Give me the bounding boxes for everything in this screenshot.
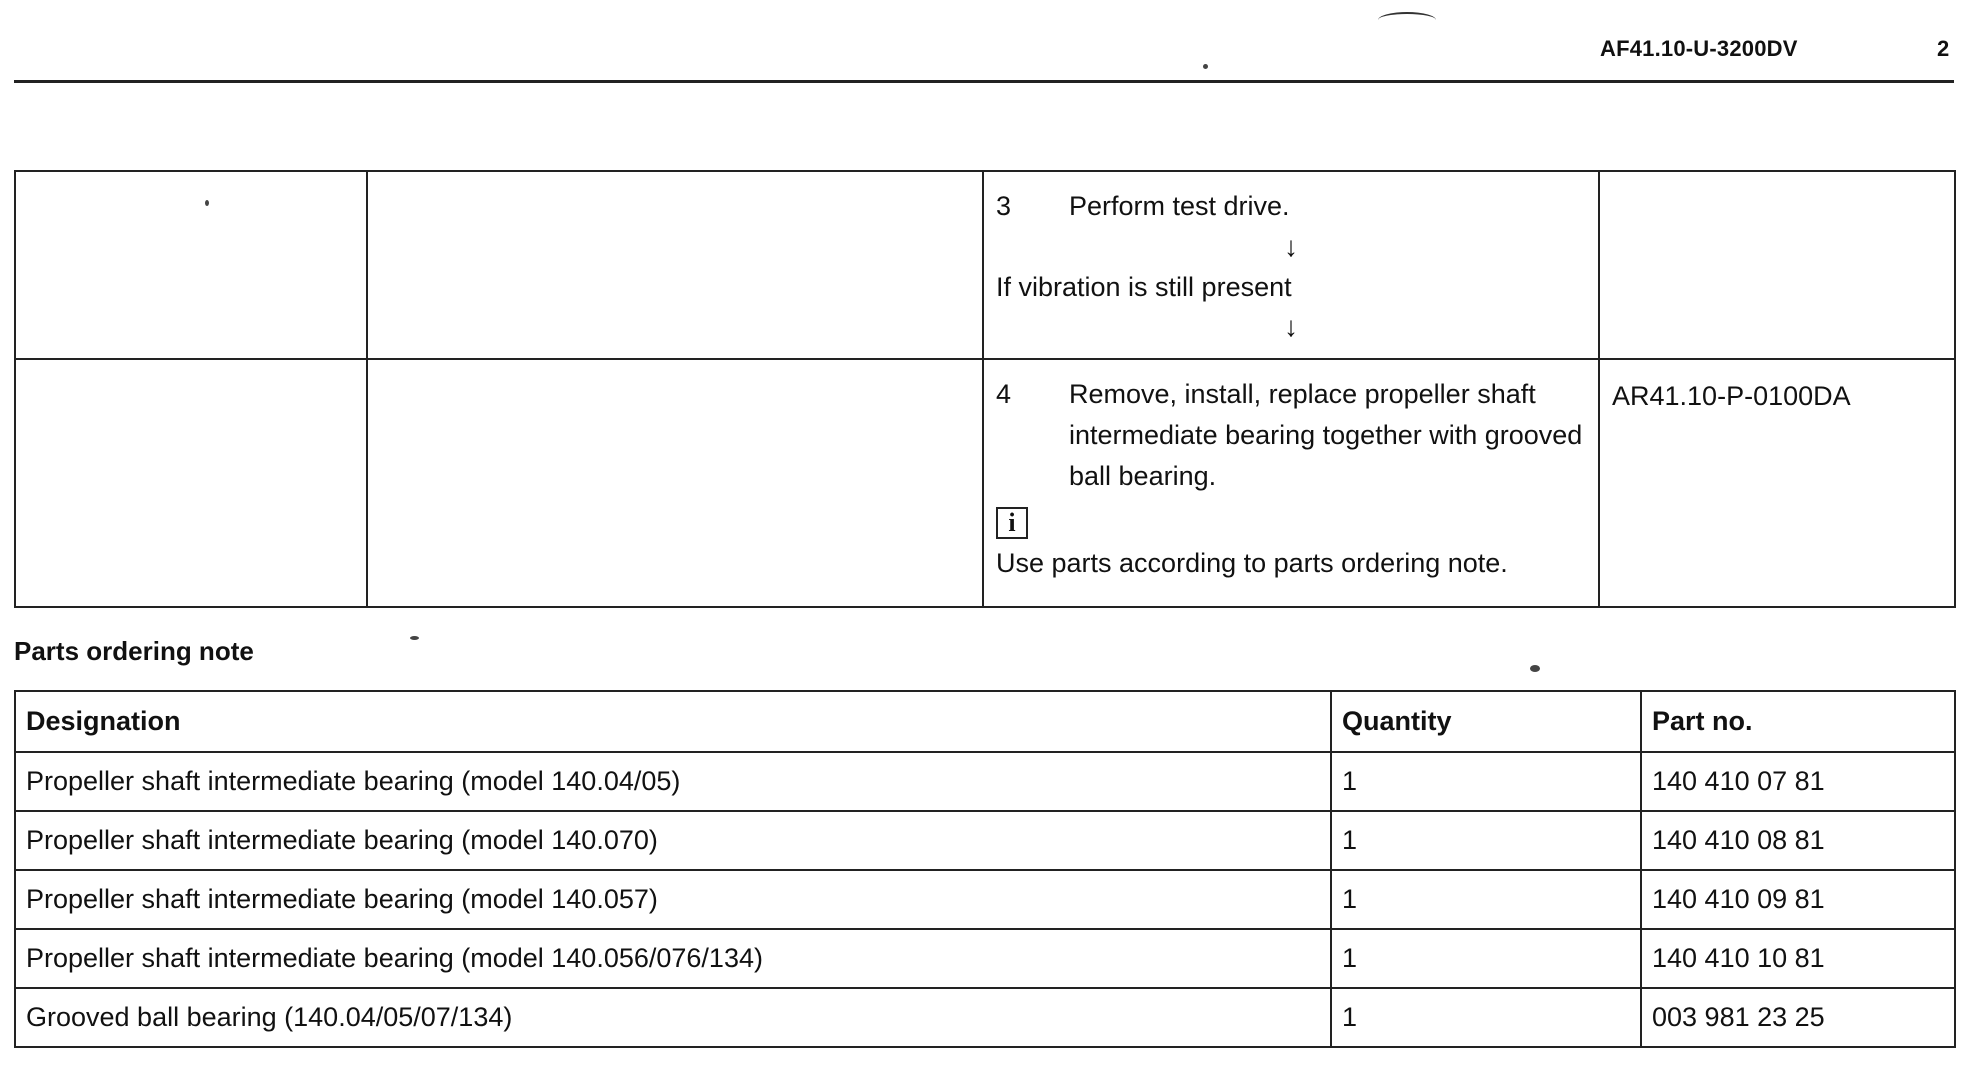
step-number: 3 bbox=[996, 191, 1012, 221]
quantity-cell: 1 bbox=[1331, 988, 1641, 1047]
step-number: 4 bbox=[996, 379, 1012, 409]
designation-cell: Propeller shaft intermediate bearing (model 140.057) bbox=[15, 870, 1331, 929]
reference-cell bbox=[1599, 171, 1955, 359]
scan-artifact bbox=[1530, 665, 1540, 672]
part-number-cell: 140 410 09 81 bbox=[1641, 870, 1955, 929]
quantity-cell: 1 bbox=[1331, 752, 1641, 811]
empty-cell bbox=[367, 359, 983, 607]
empty-cell bbox=[367, 171, 983, 359]
reference-link[interactable] bbox=[1600, 172, 1954, 190]
step-instruction: Perform test drive. bbox=[1069, 191, 1290, 221]
designation-cell: Grooved ball bearing (140.04/05/07/134) bbox=[15, 988, 1331, 1047]
parts-note-title: Parts ordering note bbox=[14, 636, 254, 666]
column-header-part-no: Part no. bbox=[1641, 691, 1955, 752]
part-number-cell: 140 410 10 81 bbox=[1641, 929, 1955, 988]
empty-cell bbox=[15, 171, 367, 359]
parts-header-row bbox=[15, 691, 1955, 752]
reference-link[interactable]: AR41.10-P-0100DA bbox=[1612, 381, 1851, 411]
reference-cell bbox=[1599, 359, 1955, 607]
step-instruction: Remove, install, replace propeller shaft intermediate bearing together with grooved ball bearing. bbox=[1069, 379, 1583, 491]
parts-table bbox=[14, 690, 1956, 1048]
down-arrow-icon: ↓ bbox=[1284, 311, 1298, 342]
part-number-cell: 140 410 08 81 bbox=[1641, 811, 1955, 870]
table-row bbox=[15, 752, 1955, 811]
designation-cell: Propeller shaft intermediate bearing (model 140.04/05) bbox=[15, 752, 1331, 811]
quantity-cell: 1 bbox=[1331, 929, 1641, 988]
part-number-cell: 003 981 23 25 bbox=[1641, 988, 1955, 1047]
down-arrow-icon: ↓ bbox=[1284, 231, 1298, 262]
scan-artifact bbox=[205, 200, 209, 206]
designation-cell: Propeller shaft intermediate bearing (model 140.056/076/134) bbox=[15, 929, 1331, 988]
scan-artifact bbox=[1203, 64, 1208, 69]
table-row bbox=[15, 870, 1955, 929]
info-icon: i bbox=[996, 507, 1028, 539]
procedure-row bbox=[15, 359, 1955, 607]
step-cell bbox=[983, 359, 1599, 607]
header-divider bbox=[14, 80, 1954, 83]
table-row bbox=[15, 929, 1955, 988]
step-condition: If vibration is still present bbox=[996, 272, 1292, 302]
procedure-table bbox=[14, 170, 1956, 608]
procedure-row bbox=[15, 171, 1955, 359]
part-number-cell: 140 410 07 81 bbox=[1641, 752, 1955, 811]
column-header-quantity: Quantity bbox=[1331, 691, 1641, 752]
info-note: Use parts according to parts ordering note. bbox=[996, 548, 1508, 578]
designation-cell: Propeller shaft intermediate bearing (model 140.070) bbox=[15, 811, 1331, 870]
empty-cell bbox=[15, 359, 367, 607]
scan-artifact bbox=[1378, 12, 1436, 28]
step-cell bbox=[983, 171, 1599, 359]
table-row bbox=[15, 811, 1955, 870]
page-number: 2 bbox=[1937, 36, 1950, 61]
quantity-cell: 1 bbox=[1331, 870, 1641, 929]
scan-artifact bbox=[410, 636, 419, 640]
document-reference: AF41.10-U-3200DV bbox=[1600, 36, 1798, 61]
column-header-designation: Designation bbox=[15, 691, 1331, 752]
table-row bbox=[15, 988, 1955, 1047]
quantity-cell: 1 bbox=[1331, 811, 1641, 870]
